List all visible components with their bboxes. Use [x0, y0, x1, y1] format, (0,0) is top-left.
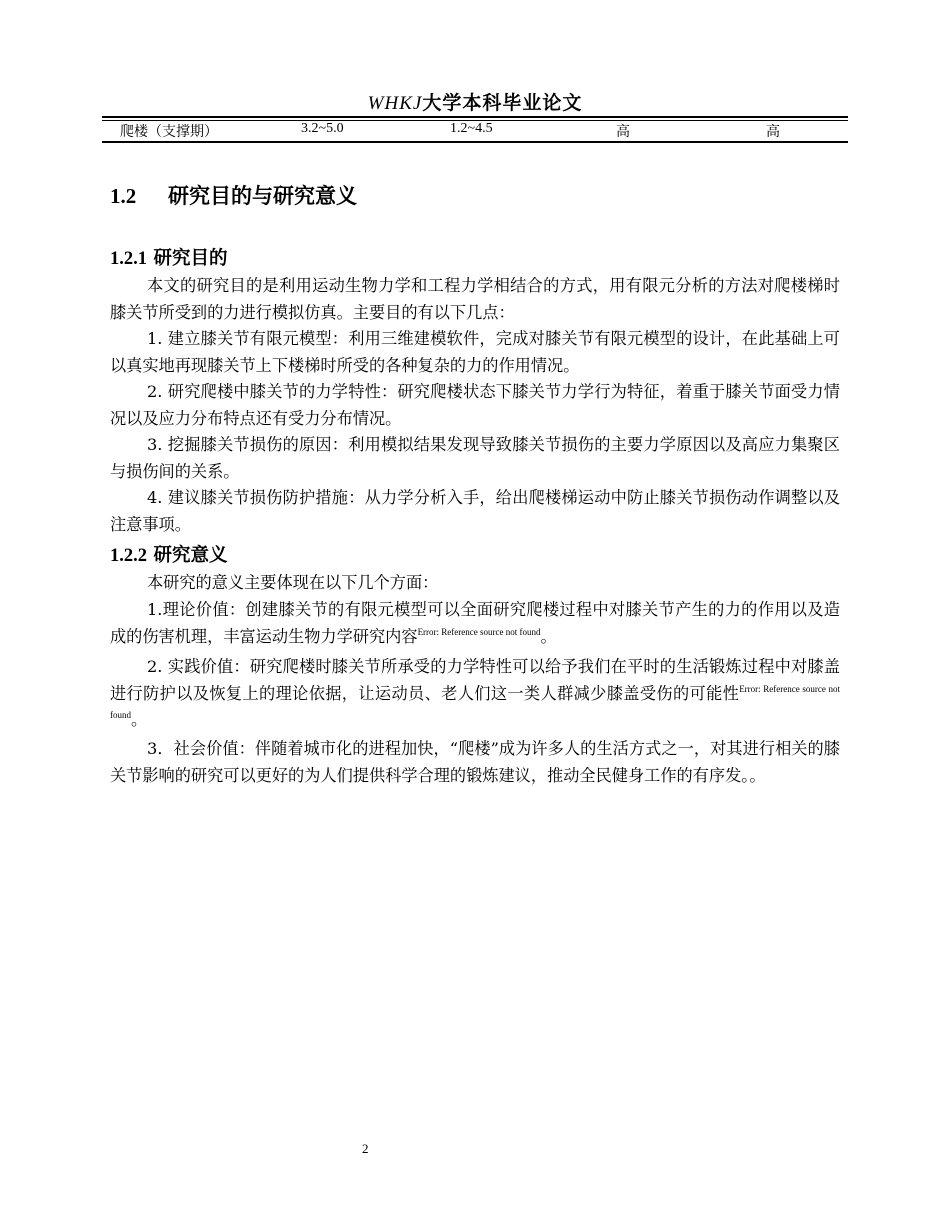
table-cell-level-2: 高 [766, 124, 780, 140]
table-bottom-rule [102, 141, 848, 143]
table-row [102, 120, 848, 141]
paragraph-purpose-2: 2. 研究爬楼中膝关节的力学特性：研究爬楼状态下膝关节力学行为特征，着重于膝关节面受力情况以及应力分布特点还有受力分布情况。 [110, 382, 840, 428]
subsection-title: 研究意义 [153, 545, 228, 566]
section-title: 研究目的与研究意义 [168, 184, 357, 208]
subsection-title: 研究目的 [153, 248, 228, 269]
reference-error: Error: Reference source not found [110, 683, 840, 720]
paragraph-significance-1 [110, 597, 840, 650]
paragraph-significance-2 [110, 654, 840, 734]
section-heading [110, 180, 357, 210]
header-title: 大学本科毕业论文 [422, 92, 583, 114]
header-latin: WHKJ [367, 93, 423, 114]
subsection-heading-significance [110, 541, 227, 567]
table-cell-level-1: 高 [616, 124, 630, 140]
paragraph-period: 。 [540, 626, 557, 646]
page-number: 2 [362, 1141, 369, 1156]
paragraph-purpose-3: 3. 挖掘膝关节损伤的原因：利用模拟结果发现导致膝关节损伤的主要力学原因以及高应力集聚区与损伤间的关系。 [110, 435, 840, 481]
table-cell-range-2: 1.2~4.5 [450, 121, 493, 136]
table-cell-activity: 爬楼（支撑期） [120, 124, 218, 140]
table-cell-range-1: 3.2~5.0 [301, 121, 344, 136]
paragraph-significance-3: 3．社会价值：伴随着城市化的进程加快，“爬楼”成为许多人的生活方式之一，对其进行相关的膝关节影响的研究可以更好的为人们提供科学合理的锻炼建议，推动全民健身工作的有序发。。 [110, 739, 840, 785]
reference-error: Error: Reference source not found [417, 626, 541, 637]
section-number: 1.2 [110, 184, 137, 208]
paragraph-text: 1.理论价值：创建膝关节的有限元模型可以全面研究爬楼过程中对膝关节产生的力的作用以及造成的伤害机理，丰富运动生物力学研究内容 [110, 600, 840, 646]
paragraph-significance-intro: 本研究的意义主要体现在以下几个方面： [147, 573, 439, 592]
paragraph-purpose-intro: 本文的研究目的是利用运动生物力学和工程力学相结合的方式，用有限元分析的方法对爬楼梯时膝关节所受到的力进行模拟仿真。主要目的有以下几点： [110, 276, 840, 322]
subsection-heading-purpose [110, 244, 227, 270]
subsection-number: 1.2.1 [110, 249, 147, 269]
running-header [102, 88, 848, 115]
paragraph-text: 2. 实践价值：研究爬楼时膝关节所承受的力学特性可以给予我们在平时的生活锻炼过程中对膝盖进行防护以及恢复上的理论依据，让运动员、老人们这一类人群减少膝盖受伤的可能性 [110, 657, 840, 703]
table-top-rule [102, 116, 848, 118]
paragraph-purpose-1: 1. 建立膝关节有限元模型：利用三维建模软件，完成对膝关节有限元模型的设计，在此基础上可以真实地再现膝关节上下楼梯时所受的各种复杂的力的作用情况。 [110, 329, 840, 375]
subsection-number: 1.2.2 [110, 546, 147, 566]
paragraph-purpose-4: 4. 建议膝关节损伤防护措施：从力学分析入手，给出爬楼梯运动中防止膝关节损伤动作调整以及注意事项。 [110, 488, 840, 534]
paragraph-period: 。 [131, 710, 148, 729]
